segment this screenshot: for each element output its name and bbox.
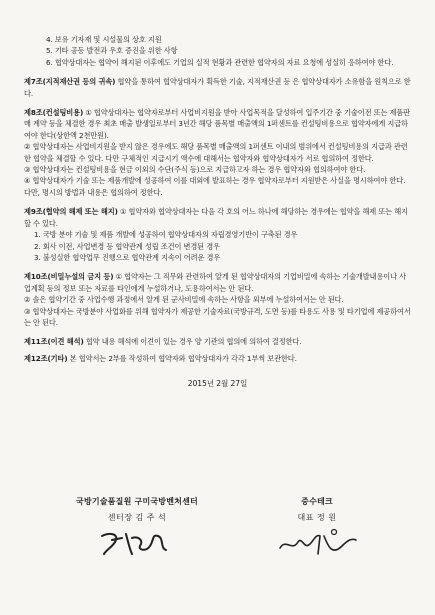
article-heading: 제12조(기타) — [24, 353, 68, 363]
article-body: ① 협약상대자는 협약자로부터 사업비지원을 받아 사업목적을 달성하여 입주기간 중 기술이전 또는 제품판매 계약 등을 체결한 경우 최초 매출 발생일로부터 3년간 해당 품목별 매출액의 1퍼센트를 컨설팅비용으로 협약자에게 지급하여야 한다(상한액 2천만원). — [24, 108, 411, 140]
article-body: ① 협약자와 협약상대자는 다음 각 호의 어느 하나에 해당하는 경우에는 협약을 해제 또는 해지할 수 있다. — [24, 207, 408, 228]
article-heading: 제10조(비밀누설의 금지 등) — [24, 272, 114, 282]
signatory-right — [257, 494, 377, 560]
article-clause: ④ 협약상대자가 기술 또는 제품개발에 성공하여 이를 대외에 발표하는 경우 협약자로부터 지원받은 사실을 명시하여야 한다. 다만, 명시의 방법과 내용은 협의하여 정한다. — [24, 176, 406, 197]
signatory-org: 중수테크 — [301, 497, 333, 506]
signing-date: 2015년 2월 27일 — [187, 379, 248, 389]
signatory-left — [52, 494, 222, 560]
list-item: 2. 회사 이전, 사업변경 등 협약관계 성립 조건이 변경된 경우 — [34, 241, 220, 251]
article-7 — [24, 76, 411, 99]
list-item: 5. 기타 공동 발전과 우호 증진을 위한 사항 — [46, 46, 178, 56]
article-clause: ② 협약상대자는 사업비지원을 받지 않은 경우에도 해당 품목별 매출액의 1퍼센트 이내의 범위에서 컨설팅비용의 지급과 관련한 협약을 체결할 수 있다. 다만 구체적인 지급시기 액수에 대해서는 협약자와 협약상대자가 서로 협의하여 정한다. — [24, 142, 408, 163]
article-body: ① 협약자는 그 직무와 관련하여 알게 된 협약상대자의 기업비밀에 속하는 기술개발내용이나 사업계획 등의 정보 또는 자료를 타인에게 누설하거나, 도용하여서는 안 된다. — [24, 272, 407, 293]
signatory-org: 국방기술품질원 구미국방벤처센터 — [76, 497, 198, 506]
article-10 — [24, 271, 411, 294]
article-11 — [24, 336, 411, 347]
list-item: 1. 국방 분야 기술 및 제품 개발에 성공하여 협약상대자의 자립경영기반이 구축된 경우 — [34, 230, 298, 240]
handwritten-signature-right — [272, 526, 362, 560]
article-body: 협약을 통하여 협약상대자가 획득한 기술, 지적재산권 등 은 협약상대자가 소유함을 원칙으로 한다. — [24, 77, 411, 98]
signatory-rep: 대표 정 원 — [297, 513, 337, 522]
article-8 — [24, 107, 411, 141]
signatory-rep: 센터장 김 주 석 — [107, 513, 167, 522]
article-12 — [24, 353, 411, 364]
article-heading: 제11조(이견 해석) — [24, 337, 84, 347]
article-body: 협약 내용 해석에 이견이 있는 경우 양 기관의 협의에 의하여 결정한다. — [83, 337, 302, 347]
list-item: 3. 불성실한 협약업무 진행으로 협약관계 지속이 어려운 경우 — [34, 252, 221, 262]
article-heading: 제9조(협약의 해제 또는 해지) — [24, 207, 118, 217]
article-heading: 제7조(지적재산권 등의 귀속) — [24, 77, 116, 87]
article-9 — [24, 206, 411, 229]
list-item: 6. 협약상대자는 협약이 해지된 이후에도 기업의 실적 현황과 관련한 협약자의 자료 요청에 성실히 응하여야 한다. — [46, 57, 394, 67]
article-body: 본 협약서는 2부를 작성하여 협약자와 협약상대자가 각각 1부씩 보관한다. — [67, 353, 297, 363]
top-list — [24, 34, 411, 68]
article-clause: ③ 협약상대자는 국방분야 사업화를 위해 협약자가 제공한 기술자료(국방규격, 도면 등)를 타용도 사용 및 타기업에 제공하여서는 안 된다. — [24, 306, 411, 327]
signature-block — [0, 494, 435, 560]
handwritten-signature-left — [92, 526, 182, 560]
article-heading: 제8조(컨설팅비용) — [24, 108, 84, 118]
list-item: 4. 보유 기자재 및 시설물의 상호 지원 — [46, 35, 162, 44]
article-clause: ② 솔은 협약기간 중 사업수행 과정에서 알게 된 군사비밀에 속하는 사항을 외부에 누설하여서는 안 된다. — [24, 295, 344, 305]
article-clause: ③ 협약상대자는 컨설팅비용을 현금 이외의 수단(주식 등)으로 지급하고자 하는 경우 협약자와 협의하여야 한다. — [24, 165, 366, 175]
